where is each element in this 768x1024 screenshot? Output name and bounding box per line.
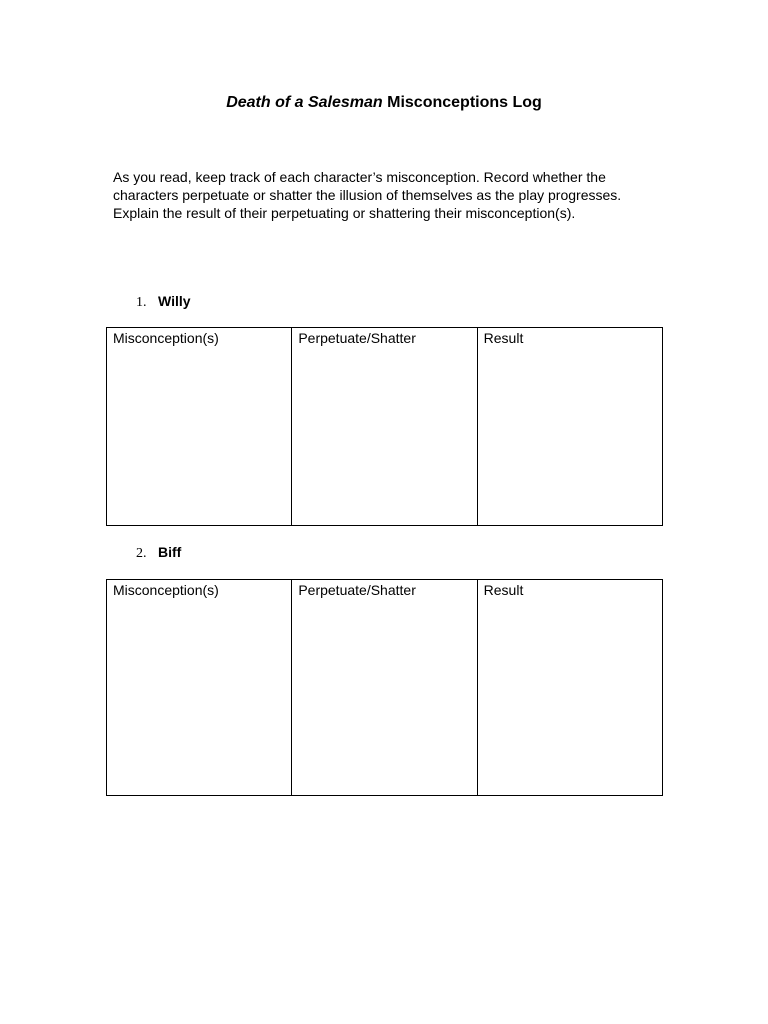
column-perpetuate-shatter: Perpetuate/Shatter (292, 328, 477, 526)
character-name: Willy (158, 293, 191, 309)
character-name: Biff (158, 544, 182, 560)
section-heading-biff (136, 543, 181, 563)
title-rest: Misconceptions Log (382, 94, 542, 111)
table-row (107, 328, 663, 526)
section-number: 2. (136, 546, 147, 561)
misconception-table-willy (106, 327, 663, 526)
column-perpetuate-shatter: Perpetuate/Shatter (292, 580, 477, 796)
column-misconceptions: Misconception(s) (107, 580, 292, 796)
section-number: 1. (136, 295, 147, 310)
title-play-name: Death of a Salesman (226, 94, 383, 111)
column-misconceptions: Misconception(s) (107, 328, 292, 526)
section-heading-willy (136, 292, 191, 312)
table-row (107, 580, 663, 796)
instructions-paragraph: As you read, keep track of each character’s misconception. Record whether the characters perpetuate or shatter the illusion of themselves as the play progresses. Explain the result of their perpetuating or shattering their misconception(s). (113, 169, 622, 221)
column-result: Result (477, 328, 662, 526)
misconception-table-biff (106, 579, 663, 796)
column-result: Result (477, 580, 662, 796)
page-title (0, 92, 768, 114)
